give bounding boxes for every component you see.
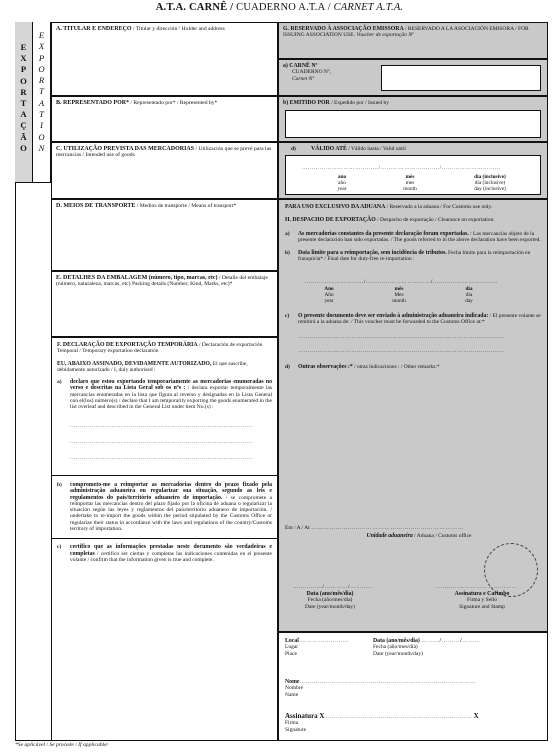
carnet-head: a) CARNÊ Nº [283,63,318,69]
valid-col-year: ano año year [337,174,347,193]
side-letter-pt: Ã [20,131,27,142]
valid-key: d) [291,146,296,152]
field-b-rest: / Representado por* / Represented by* [129,100,218,106]
g-rest: / RESERVADO A LA ASOCIACIÓN EMISORA / FOR ISSUING ASSOCIATION USE. [283,26,529,39]
customs-at-line[interactable]: Em / A / At ………………………………………………………………… [285,525,464,531]
date-field[interactable]: Data (ano/mês/dia) ………/………/……… Fecha (año/mes/día) Date (year/month/day) [373,638,481,657]
f-c-bold: certifico que as informações prestadas neste documento são verdadeiras e completas [70,544,272,557]
side-letter-pt: Ç [20,120,27,131]
h-b-rest: Fecha límite para la reimportación en franquicia* / Final date for duty-free re-importation : [298,250,531,263]
customs-office-line-1[interactable]: …………………………………………………………………………………………… [298,333,505,340]
section-valid-until [278,142,548,199]
side-letter-en: A [38,97,45,108]
field-d-rest: / Medios de transporte / Means of transport* [135,203,237,209]
side-letter-en: O [38,63,45,74]
h-a-rest: / Las mercancías objeto de la presente declaración han sido exportadas. / The goods referred to in the above declaration have been exported. [298,230,541,243]
customs-signature-line[interactable]: …………………………………… [435,584,518,590]
customs-exclusive-rest: / Reservado a la aduana / For Customs use only. [385,204,493,210]
side-letter-en: P [38,52,45,63]
field-e-rest: / Detalle del embalaje (número, naturaleza, marcas, etc) Packing details (Number, Kind, Marks, etc)* [56,275,268,288]
section-issuing-association [278,22,548,59]
section-customs [278,199,548,632]
title-fr: CARNET A.T.A. [333,2,404,13]
valid-until-input[interactable] [285,155,541,195]
name-field[interactable]: Nome…………………………………………………………………………… Nombre Name [285,679,477,698]
side-letter-en: O [38,131,45,142]
side-letter-pt: X [20,53,27,64]
valid-head: VÁLIDO ATÉ [311,146,347,152]
h-d-bold: Outras observações :* [298,363,353,370]
side-label-pt [15,22,33,183]
field-holder-address[interactable] [51,22,278,96]
side-letter-en: T [39,86,44,97]
field-c-head: C. UTILIZAÇÃO PREVISTA DAS MERCADORIAS [56,146,195,152]
h-a-bold: As mercadorias constantes da presente declaração foram exportadas. [298,230,469,237]
side-letter-en: N [38,142,45,153]
reimport-col-year: Ano Año year [324,285,334,305]
issued-rest: / Expedido por / Issued by [329,100,389,106]
carnet-l3: Carnet Nº [292,75,315,82]
h-rest: / Despacho de exportação / Clearance on exportation. [375,217,495,224]
customs-date-label: Data (ano/mês/dia) Fecha (año/mes/día) Date (year/month/day) [305,591,355,610]
field-e-head: E. DETALHES DA EMBALAGEM (número, tipo, marcas, etc) [56,275,218,281]
item-numbers-line-3[interactable]: ………………………………………………………………………………… [70,454,253,461]
title-es: CUADERNO A.T.A [236,2,325,13]
f-b-rest: / se compromete a reimportar las mercancías dentro del plazo fijado por la oficina de aduana o regularizar la situación según las leyes y reglamentos del país/territorio aduanero de importación. / undertake to re-import the goods within the period stipulated by the Customs Office or regularize their status in accordance with the laws and regulations of the country/Customs territory of importation. [70,494,272,533]
h-c-key: c) [285,313,290,320]
f-a-key: a) [57,379,62,386]
customs-date-line[interactable]: ……………/…………/………… [293,584,374,590]
f-b-key: b) [57,481,62,488]
valid-col-month: mês mes month [403,174,417,193]
issued-by-input[interactable] [285,110,541,138]
f-eu-head: EU, ABAIXO ASSINADO, DEVIDAMENTE AUTORIZADO, [57,360,212,367]
field-packing-details[interactable] [51,271,278,337]
f-head: F. DECLARAÇÃO DE EXPORTAÇÃO TEMPORÁRIA [57,342,198,348]
side-letter-pt: P [20,64,27,75]
f-a-rest: / declara exportar temporalmente las mercancías enumeradas en la lista que figura al reverso y designadas en la Lista General con el(los) número(s) / declare that I am temporarily exporting the goods enumerated in the list overleaf and described in the General List under item No.(s) : [70,385,272,411]
field-d-head: D. MEIOS DE TRANSPORTE [56,203,136,209]
item-numbers-line-2[interactable]: ………………………………………………………………………………… [70,438,253,445]
unidade-label: Unidade aduaneira [366,533,413,539]
field-intended-use[interactable] [51,142,278,199]
title-sep: / [227,2,237,13]
h-d-key: d) [285,363,290,370]
g-head: G. RESERVADO À ASSOCIAÇÃO EMISSORA [283,26,404,32]
field-a-rest: / Titular y dirección / Holder and address [131,26,225,32]
field-c-rest: / Utilización que se prevé para las mercancías / Intended use of goods [56,146,272,159]
carnet-l2: CUADERNO Nº, [292,69,331,76]
section-carnet-number [278,59,548,96]
footnote: *Se aplicável / Se procede / If applicable/ [15,742,109,748]
customs-office-line-2[interactable]: …………………………………………………………………………………………… [298,347,505,354]
h-a-key: a) [285,230,290,237]
h-b-key: b) [285,250,290,257]
h-d-rest: / otras indicaciones : / Other remarks:* [352,363,440,370]
valid-col-day: dia (inclusive) día (inclusive) day (inclusive) [474,174,506,193]
section-declaration [51,337,278,741]
f-a-bold: declaro que estou exportando temporariamente as mercadorias enumeradas no verso e descritas na Lista Geral sob os nºs : [70,379,272,392]
reimport-col-month: mês Mes month [392,285,406,305]
unidade-rest: / Aduana / Customs office [412,533,472,539]
page-title [0,2,559,13]
g-voucher: Voucher de exportação Nº [354,32,414,39]
customs-exclusive-head: PARA USO EXCLUSIVO DA ADUANA [285,204,386,210]
title-sep: / [324,2,334,13]
side-letter-en: I [40,120,43,131]
place-field[interactable]: Local …………………… Lugar Place [285,638,350,657]
side-letter-pt: O [20,75,27,86]
customs-signature-label: Assinatura e Carimbo Firma y Sello Signature and Stamp [454,591,510,610]
field-represented-by[interactable] [51,96,278,142]
valid-date-line: …………………………………/…………………………/………………………… [302,165,501,171]
field-a-head: A. TITULAR E ENDEREÇO [56,26,132,32]
carnet-number-input[interactable] [381,65,541,91]
side-letter-pt: A [20,109,27,120]
h-b-bold: Data limite para a reimportação, sem incidência de tributos. [298,250,447,257]
f-b-bold: comprometo-me a reimportar as mercadorias dentro do prazo fixado pela administração aduaneira ou regularizar sua situação, segundo as leis e regulamentos do país/território aduaneiro de importação. [70,481,272,501]
f-c-key: c) [57,544,62,551]
reimport-date-line[interactable]: …………………………/……………………………/…………………………… [305,278,498,285]
f-c-rest: / certifico ser ciertas y completas las indicaciones contenidas en el presente volante / confirm that the information given is true and complete. [70,550,272,563]
side-letter-en: E [38,30,45,40]
side-letter-pt: T [20,98,27,109]
title-pt: A.T.A. CARNÊ [155,2,228,13]
side-letter-pt: R [20,86,27,97]
side-label-en [33,22,51,183]
item-numbers-line[interactable]: ………………………………………………………………………………… [70,422,253,429]
valid-rest: / Válido hasta / Valid until [346,146,406,152]
side-letter-en: X [38,41,45,52]
h-c-bold: O presente documento deve ser enviado à administração aduaneira indicada: [298,313,489,320]
field-transport[interactable] [51,199,278,271]
side-letter-pt: E [20,42,27,52]
f-eu-rest: El que suscribe, debidamente autorizado / I, duly authorised : [57,360,248,373]
section-signature [278,632,548,741]
side-letter-pt: O [20,142,27,153]
em-label: Em / A / At [285,525,310,531]
reimport-col-day: dia día day [465,285,473,305]
section-issued-by [278,96,548,142]
side-letter-en: R [38,75,45,86]
h-head: H. DESPACHO DE EXPORTAÇÃO [285,217,376,224]
side-letter-en: T [39,109,44,120]
signature-field[interactable]: Assinatura X ……………………………………………………………… X Firma Signature [285,712,479,733]
issued-head: b) EMITIDO POR [283,100,330,106]
field-b-head: B. REPRESENTADO POR* [56,100,130,106]
f-rest: / Declaración de exportación Temporal / Temporary exportation declaration [57,342,263,355]
h-c-rest: / El presente volante se remitirá a la aduana de: / This voucher must be forwarded to the Customs Office at:* [298,313,541,326]
